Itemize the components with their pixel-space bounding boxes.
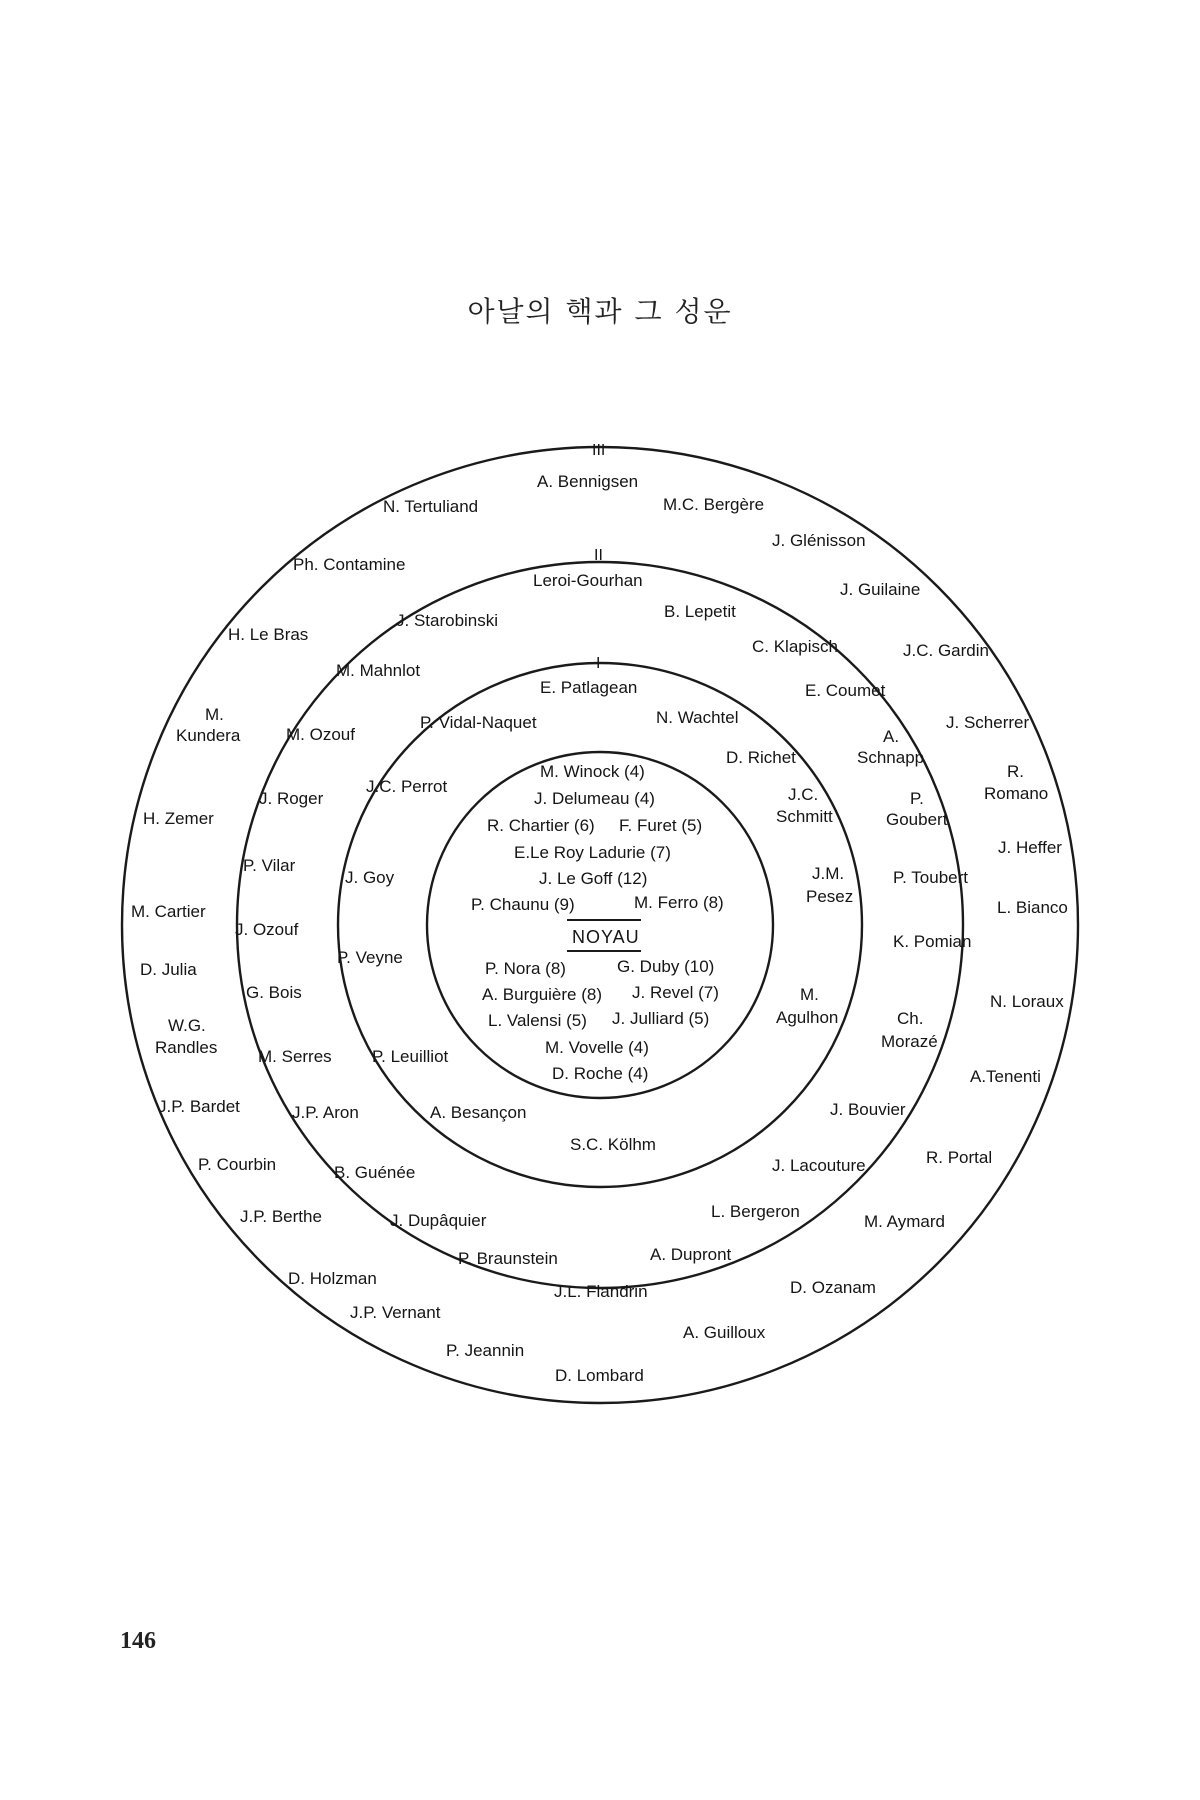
ring-3-name: N. Tertuliand [383,497,479,516]
ring-2-name: J. Dupâquier [390,1211,487,1230]
core-name: J. Le Goff (12) [539,869,648,888]
ring-2-name: Schnapp [857,748,925,767]
core-name: J. Delumeau (4) [534,789,655,808]
ring-3-name: D. Lombard [555,1366,644,1385]
ring-1-name: J.C. [788,785,819,804]
ring-1-name: Schmitt [776,807,833,826]
ring-3-name: D. Julia [140,960,197,979]
ring-2-name: M. Mahnlot [336,661,421,680]
core-name: R. Chartier (6) [487,816,595,835]
ring-3-name: D. Ozanam [790,1278,876,1297]
ring-1-name: J. Bouvier [830,1100,906,1119]
ring-1-name: P. Veyne [337,948,403,967]
ring-3-name: J. Scherrer [946,713,1030,732]
ring-3-name: R. Portal [926,1148,993,1167]
ring-3-name: Randles [155,1038,218,1057]
ring-1-label: I [596,655,601,672]
ring-1-name: J. Goy [345,868,395,887]
ring-3-name: M.C. Bergère [663,495,765,514]
ring-3-name: Kundera [176,726,241,745]
ring-2-label: II [594,547,603,564]
ring-2-name: A. [883,727,900,746]
ring-2-name: C. Klapisch [752,637,838,656]
ring-2-name: E. Coumet [805,681,886,700]
core-name: J. Julliard (5) [612,1009,710,1028]
ring-1-name: J. Lacouture [772,1156,866,1175]
ring-1-name: E. Patlagean [540,678,638,697]
ring-2-name: L. Bergeron [711,1202,800,1221]
ring-1-name: Agulhon [776,1008,839,1027]
ring-2-name: J.P. Aron [292,1103,359,1122]
ring-3-name: J.C. Gardin [903,641,989,660]
ring-3-name: H. Le Bras [228,625,309,644]
ring-3-name: A. Bennigsen [537,472,639,491]
ring-2-name: J. Starobinski [396,611,499,630]
ring-2-name: M. Ozouf [286,725,355,744]
core-name: D. Roche (4) [552,1064,649,1083]
core-name: F. Furet (5) [619,816,703,835]
page-title: 아날의 핵과 그 성운 [467,295,733,328]
core-name: J. Revel (7) [632,983,719,1002]
ring-3-name: J.P. Berthe [240,1207,322,1226]
ring-3-name: M. Cartier [131,902,206,921]
ring-3-name: N. Loraux [990,992,1064,1011]
ring-3-name: J.P. Vernant [350,1303,441,1322]
ring-3-name: R. [1007,762,1024,781]
ring-1-name: M. [800,985,819,1004]
ring-1-name: N. Wachtel [656,708,739,727]
ring-3-name: H. Zemer [143,809,214,828]
ring-3-name: J.P. Bardet [158,1097,240,1116]
ring-1-name: Pesez [806,887,854,906]
ring-2-name: P. Toubert [893,868,968,887]
ring-1-name: S.C. Kölhm [570,1135,656,1154]
core-name: L. Valensi (5) [488,1011,587,1030]
ring-3-label: III [592,442,606,459]
ring-2-name: B. Lepetit [664,602,736,621]
ring-3-name: Ph. Contamine [293,555,406,574]
ring-1-name: A. Besançon [430,1103,527,1122]
ring-3-name: P. Jeannin [446,1341,525,1360]
ring-2-name: Ch. [897,1009,924,1028]
core-name: A. Burguière (8) [482,985,602,1004]
ring-1-name: J.M. [812,864,845,883]
ring-3-name: M. [205,705,224,724]
core-name: M. Winock (4) [540,762,645,781]
ring-1-circle [338,663,862,1187]
ring-3-name: J. Guilaine [840,580,921,599]
ring-3-name: J. Glénisson [772,531,866,550]
ring-3-name: Romano [984,784,1049,803]
ring-3-name: J. Heffer [998,838,1062,857]
page-number: 146 [120,1628,156,1654]
ring-3-name: A. Guilloux [683,1323,766,1342]
core-name: M. Vovelle (4) [545,1038,649,1057]
ring-2-name: J.L. Flandrin [554,1282,648,1301]
ring-2-name: M. Serres [258,1047,332,1066]
ring-1-name: D. Richet [726,748,796,767]
ring-2-name: P. [910,789,924,808]
ring-2-name: Leroi-Gourhan [533,571,643,590]
ring-1-name: P. Vidal-Naquet [420,713,537,732]
ring-3-name: D. Holzman [288,1269,377,1288]
ring-3-name: L. Bianco [997,898,1068,917]
ring-2-name: B. Guénée [334,1163,416,1182]
ring-2-name: A. Dupront [650,1245,732,1264]
ring-2-name: J. Ozouf [235,920,299,939]
ring-3-name: A.Tenenti [970,1067,1041,1086]
ring-1-name: P. Leuilliot [372,1047,449,1066]
core-name: M. Ferro (8) [634,893,724,912]
ring-2-name: P. Vilar [243,856,296,875]
ring-2-name: G. Bois [246,983,302,1002]
ring-3-name: M. Aymard [864,1212,945,1231]
ring-2-name: Goubert [886,810,948,829]
ring-1-name: J.C. Perrot [366,777,448,796]
noyau-label: NOYAU [572,927,640,947]
ring-3-name: P. Courbin [198,1155,277,1174]
ring-2-name: J. Roger [259,789,324,808]
ring-2-name: K. Pomian [893,932,972,951]
ring-3-name: W.G. [168,1016,206,1035]
core-name: P. Nora (8) [485,959,566,978]
core-name: E.Le Roy Ladurie (7) [514,843,671,862]
core-name: G. Duby (10) [617,957,715,976]
ring-2-name: Morazé [881,1032,938,1051]
ring-2-name: P. Braunstein [458,1249,558,1268]
core-name: P. Chaunu (9) [471,895,575,914]
